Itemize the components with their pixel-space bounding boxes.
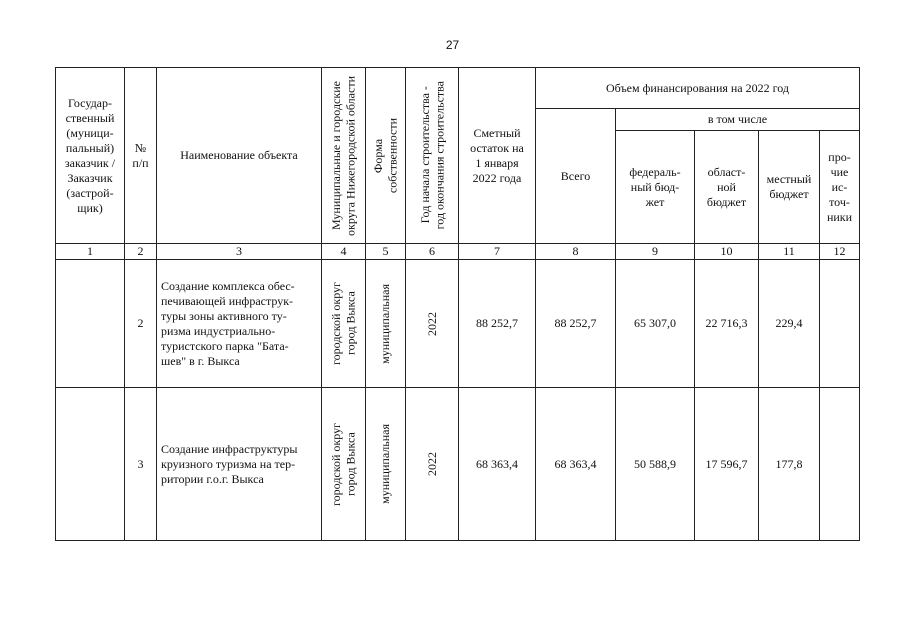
financing-table [55,67,860,541]
row-estimated: 88 252,7 [459,260,536,388]
column-number: 8 [536,244,616,260]
row-other [820,388,860,541]
row-object-name: Создание инфраструктуры круизного туризма на тер- ритории г.о.г. Выкса [157,388,322,541]
header-regional: област- ной бюджет [695,131,759,244]
row-estimated: 68 363,4 [459,388,536,541]
header-estimated: Сметный остаток на 1 января 2022 года [459,68,536,244]
row-federal: 65 307,0 [616,260,695,388]
row-customer [56,388,125,541]
column-number: 7 [459,244,536,260]
header-federal: федераль- ный бюд- жет [616,131,695,244]
row-object-name: Создание комплекса обес- печивающей инфраструк- туры зоны активного ту- ризма индустриально- туристского парка "Бата- шев" в г. Выкса [157,260,322,388]
column-number: 5 [366,244,406,260]
header-local: местный бюджет [759,131,820,244]
header-years-text: Год начала строительства - год окончания строительства [417,81,446,230]
column-number: 1 [56,244,125,260]
column-number: 3 [157,244,322,260]
header-object-name: Наименование объекта [157,68,322,244]
page-number: 27 [445,38,460,52]
header-ownership [366,68,406,244]
row-regional: 22 716,3 [695,260,759,388]
row-num: 3 [125,388,157,541]
row-ownership [366,388,406,541]
header-other: про- чие ис- точ- ники [820,131,860,244]
column-number-row [56,244,860,260]
header-total: Всего [536,109,616,244]
row-municipality [322,260,366,388]
column-number: 12 [820,244,860,260]
row-years-text: 2022 [424,311,439,336]
row-customer [56,260,125,388]
row-ownership [366,260,406,388]
column-number: 2 [125,244,157,260]
table-row [56,388,860,541]
header-financing: Объем финансирования на 2022 год [536,68,860,109]
row-total: 68 363,4 [536,388,616,541]
row-regional: 17 596,7 [695,388,759,541]
column-number: 10 [695,244,759,260]
row-ownership-text: муниципальная [378,283,393,364]
header-municipality [322,68,366,244]
header-municipality-text: Муниципальные и городские округа Нижегородской области [329,75,358,236]
header-including: в том числе [616,109,860,131]
header-num: № п/п [125,68,157,244]
row-years-text: 2022 [424,452,439,476]
column-number: 11 [759,244,820,260]
row-years [406,260,459,388]
column-number: 6 [406,244,459,260]
table-row [56,260,860,388]
row-num: 2 [125,260,157,388]
row-municipality-text: городской округ город Выкса [329,282,358,365]
header-years [406,68,459,244]
row-municipality-text: городской округ город Выкса [329,422,358,506]
row-local: 177,8 [759,388,820,541]
row-municipality [322,388,366,541]
column-number: 9 [616,244,695,260]
row-years [406,388,459,541]
row-local: 229,4 [759,260,820,388]
row-other [820,260,860,388]
row-total: 88 252,7 [536,260,616,388]
header-customer: Государ- ственный (муници- пальный) заказчик / Заказчик (застрой- щик) [56,68,125,244]
header-ownership-text: Форма собственности [371,117,400,194]
row-ownership-text: муниципальная [378,424,393,504]
column-number: 4 [322,244,366,260]
row-federal: 50 588,9 [616,388,695,541]
